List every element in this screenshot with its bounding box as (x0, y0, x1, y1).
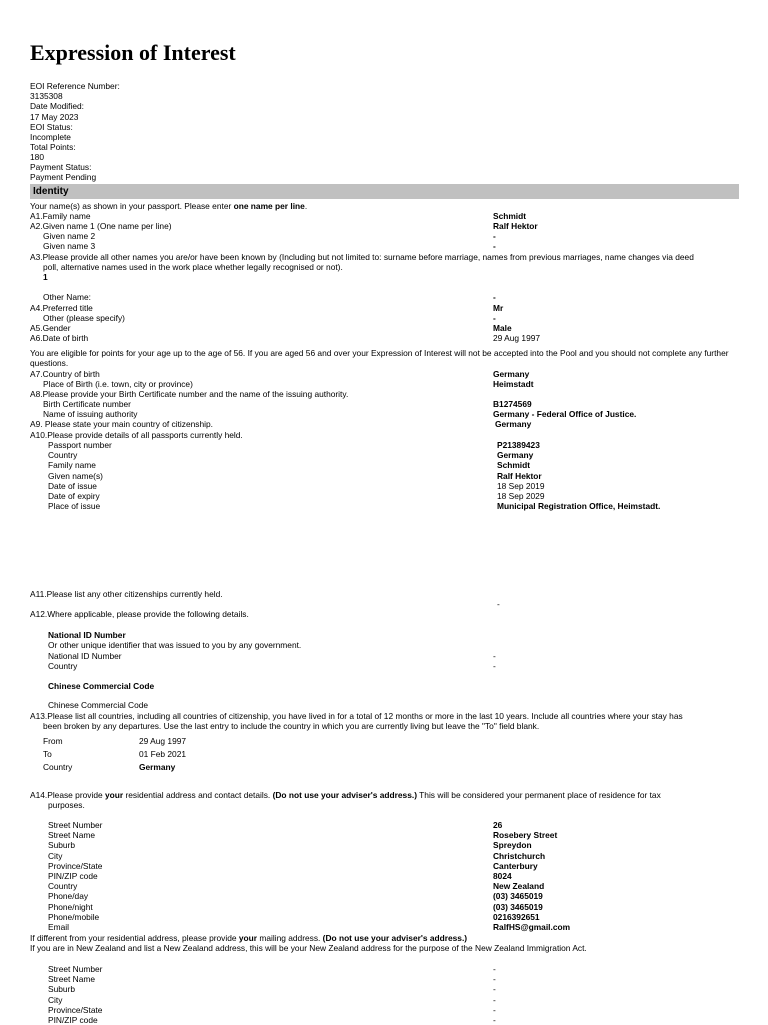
mailing-field-label: City (48, 994, 63, 1005)
identity-heading: Identity (33, 186, 69, 197)
address-field-value: Christchurch (493, 850, 546, 861)
national-id-label: National ID Number (48, 651, 122, 661)
residence-country-label: Country (43, 762, 73, 772)
address-field-label: Email (48, 922, 69, 932)
passport-family-name-label: Family name (48, 460, 96, 470)
mailing-field-label: PIN/ZIP code (48, 1015, 98, 1025)
national-id-value: - (493, 651, 496, 661)
passport-country-value: Germany (497, 450, 534, 460)
national-id-subtext: Or other unique identifier that was issued to you by any government. (48, 640, 302, 650)
passport-country-label: Country (48, 450, 78, 460)
payment-status-label: Payment Status: (30, 162, 92, 172)
page-title: Expression of Interest (30, 40, 236, 65)
birth-certificate-label: Birth Certificate number (43, 399, 131, 409)
total-points-value: 180 (30, 152, 44, 162)
chinese-commercial-code-label: Chinese Commercial Code (48, 700, 149, 710)
a6-value: 29 Aug 1997 (493, 333, 541, 343)
address-field-value: 0216392651 (493, 911, 540, 922)
national-id-heading: National ID Number (48, 630, 126, 640)
passport-place-of-issue-label: Place of issue (48, 501, 101, 511)
a11-value: - (497, 599, 500, 609)
a13-question-cont: been broken by any departures. Use the last entry to include the country in which you are currently living but leave the "To" field blank. (43, 721, 540, 731)
intro-text: Your name(s) as shown in your passport. Please enter (30, 201, 234, 211)
mailing-address-intro (30, 933, 467, 943)
a3-question-cont: poll, alternative names used in the work place whether legally recognised or not). (43, 262, 343, 272)
given-name-2-label: Given name 2 (43, 231, 96, 241)
given-name-3-value: - (493, 241, 496, 251)
a6-label: A6.Date of birth (30, 333, 89, 343)
address-field-value: New Zealand (493, 881, 545, 892)
a5-value: Male (493, 323, 512, 333)
intro-end: . (304, 201, 308, 211)
residence-country-value: Germany (139, 762, 176, 772)
address-field-label: Phone/night (48, 901, 93, 912)
a14-bold-1: your (104, 790, 124, 800)
mailing-field-label: Street Name (48, 974, 96, 985)
a3-entry-number: 1 (43, 272, 48, 282)
address-field-label: Street Name (48, 830, 96, 841)
identity-intro (30, 201, 307, 211)
mailing-field-value: - (493, 964, 496, 974)
a7-value: Germany (493, 369, 530, 379)
a2-label: A2.Given name 1 (One name per line) (30, 221, 172, 231)
address-field-label: Phone/mobile (48, 911, 100, 922)
passport-issue-date-value: 18 Sep 2019 (497, 481, 545, 491)
address-field-value: RalfHS@gmail.com (493, 922, 571, 932)
address-field-label: Phone/day (48, 891, 89, 902)
birth-certificate-value: B1274569 (493, 399, 532, 409)
address-field-value: (03) 3465019 (493, 901, 543, 912)
mailing-field-value: - (493, 994, 496, 1005)
place-of-birth-label: Place of Birth (i.e. town, city or province) (43, 379, 193, 389)
passport-expiry-date-label: Date of expiry (48, 491, 100, 501)
address-field-value: Canterbury (493, 860, 538, 871)
eoi-reference-value: 3135308 (30, 91, 63, 101)
passport-given-names-label: Given name(s) (48, 471, 103, 481)
residence-from-label: From (43, 736, 63, 746)
national-id-country-value: - (493, 661, 496, 671)
mailing-field-value: - (493, 974, 496, 985)
residence-to-label: To (43, 749, 52, 759)
issuing-authority-label: Name of issuing authority (43, 409, 138, 419)
given-name-2-value: - (493, 231, 496, 241)
passport-expiry-date-value: 18 Sep 2029 (497, 491, 545, 501)
address-field-label: Country (48, 881, 78, 892)
a2-value: Ralf Hektor (493, 221, 538, 231)
address-field-label: Suburb (48, 840, 76, 851)
address-field-label: Province/State (48, 860, 103, 871)
a3-question: A3.Please provide all other names you are/or have been known by (Including but not limited to: surname before marriage, names from previous marriages, name changes via deed (30, 252, 694, 262)
payment-status-value: Payment Pending (30, 172, 97, 182)
mailing-field-label: Suburb (48, 984, 76, 995)
address-field-label: City (48, 850, 63, 861)
a14-bold-2: (Do not use your adviser's address.) (272, 790, 417, 800)
residence-from-value: 29 Aug 1997 (139, 736, 187, 746)
passport-number-value: P21389423 (497, 440, 540, 450)
eoi-reference-label: EOI Reference Number: (30, 81, 120, 91)
given-name-3-label: Given name 3 (43, 241, 96, 251)
date-modified-value: 17 May 2023 (30, 112, 79, 122)
a14-text-1: A14.Please provide (30, 790, 105, 800)
mailing-field-label: Street Number (48, 964, 103, 974)
a13-question: A13.Please list all countries, including all countries of citizenship, you have lived in for a total of 12 months or more in the last 10 years. Include all countries where your stay has (30, 711, 683, 721)
mailing-field-value: - (493, 1004, 496, 1015)
a11-question: A11.Please list any other citizenships currently held. (30, 589, 223, 599)
national-id-country-label: Country (48, 661, 78, 671)
address-field-value: (03) 3465019 (493, 891, 543, 902)
mailing-field-label: Province/State (48, 1004, 103, 1015)
passport-given-names-value: Ralf Hektor (497, 471, 542, 481)
address-field-label: PIN/ZIP code (48, 871, 98, 881)
address-field-value: Rosebery Street (493, 830, 558, 841)
address-field-value: Spreydon (493, 840, 532, 851)
residence-to-value: 01 Feb 2021 (139, 749, 187, 759)
mail-text-1: If different from your residential address, please provide (30, 933, 239, 943)
age-eligibility-note: You are eligible for points for your age up to the age of 56. If you are aged 56 and over your Expression of Interest will not be accepted into the Pool and you should not complete any further questions. (30, 348, 729, 369)
mailing-address-note: If you are in New Zealand and list a New Zealand address, this will be your New Zealand address for the purpose of the New Zealand Immigration Act. (30, 943, 587, 953)
mailing-field-value: - (493, 984, 496, 995)
mail-text-2: mailing address. (257, 933, 323, 943)
a12-question: A12.Where applicable, please provide the following details. (30, 609, 249, 619)
a4-value: Mr (493, 303, 504, 313)
a9-label: A9. Please state your main country of citizenship. (30, 419, 213, 429)
other-name-value: - (493, 292, 496, 302)
a14-question (30, 790, 661, 800)
a14-text-2: residential address and contact details. (123, 790, 273, 800)
address-field-value: 8024 (493, 871, 512, 881)
other-name-label: Other Name: (43, 292, 91, 302)
a14-text-3: This will be considered your permanent place of residence for tax (417, 790, 661, 800)
intro-bold: one name per line (233, 201, 305, 211)
a1-value: Schmidt (493, 211, 527, 221)
a7-label: A7.Country of birth (30, 369, 100, 379)
address-field-value: 26 (493, 820, 503, 830)
date-modified-label: Date Modified: (30, 101, 84, 111)
a9-value: Germany (495, 419, 532, 429)
a5-label: A5.Gender (30, 323, 71, 333)
other-specify-value: - (493, 313, 496, 323)
a14-question-cont: purposes. (48, 800, 85, 810)
other-specify-label: Other (please specify) (43, 313, 125, 323)
passport-place-of-issue-value: Municipal Registration Office, Heimstadt. (497, 501, 661, 511)
eoi-status-label: EOI Status: (30, 122, 73, 132)
eoi-status-value: Incomplete (30, 132, 71, 142)
passport-issue-date-label: Date of issue (48, 481, 97, 491)
mail-bold-1: your (238, 933, 258, 943)
a10-question: A10.Please provide details of all passports currently held. (30, 430, 243, 440)
passport-family-name-value: Schmidt (497, 460, 531, 470)
mail-bold-2: (Do not use your adviser's address.) (322, 933, 468, 943)
a8-question: A8.Please provide your Birth Certificate number and the name of the issuing authority. (30, 389, 349, 399)
identity-section-header (30, 184, 739, 199)
a4-label: A4.Preferred title (30, 303, 93, 313)
chinese-commercial-code-heading: Chinese Commercial Code (48, 681, 155, 691)
mailing-field-value: - (493, 1015, 496, 1025)
address-field-label: Street Number (48, 820, 103, 830)
a1-label: A1.Family name (30, 211, 91, 221)
place-of-birth-value: Heimstadt (493, 379, 534, 389)
total-points-label: Total Points: (30, 142, 76, 152)
passport-number-label: Passport number (48, 440, 112, 450)
issuing-authority-value: Germany - Federal Office of Justice. (493, 409, 637, 419)
